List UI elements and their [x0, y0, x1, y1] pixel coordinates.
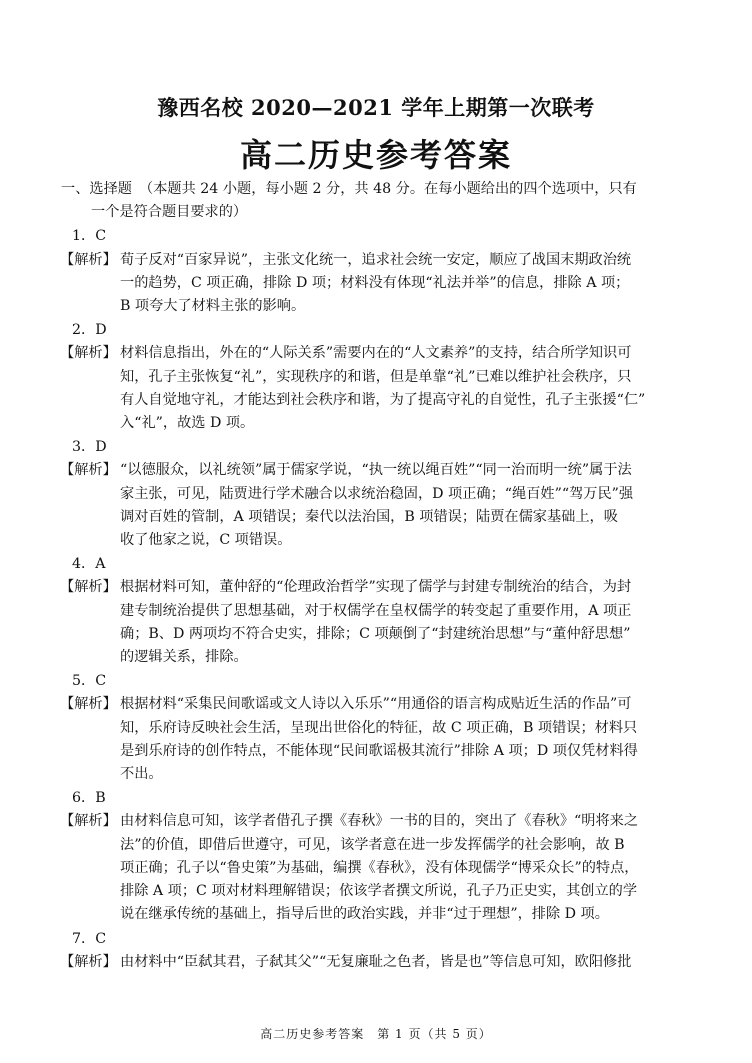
analysis-line: 说在继承传统的基础上，指导后世的政治实践，并非“过于理想”，排除 D 项。 [120, 906, 609, 923]
analysis-line: 收了他家之说，C 项错误。 [120, 532, 292, 549]
analysis-line: 项正确；孔子以“鲁史策”为基础，编撰《春秋》，没有体现儒学“博采众长”的特点， [120, 859, 639, 876]
question-list [60, 225, 692, 974]
analysis-text [120, 576, 692, 669]
analysis-line: 是到乐府诗的创作特点，不能体现“民间歌谣极其流行”排除 A 项；D 项仅凭材料得 [120, 742, 638, 759]
analysis-line: 知，乐府诗反映社会生活，呈现出世俗化的特征，故 C 项正确，B 项错误；材料只 [120, 719, 638, 736]
question-block [60, 553, 692, 669]
analysis-tag: 【解析】 [60, 696, 117, 713]
answer-key-title: 高二历史参考答案 [239, 136, 512, 174]
question-block [60, 319, 692, 435]
analysis [60, 693, 692, 786]
analysis [60, 576, 692, 669]
analysis-text [120, 693, 692, 786]
question-answer: 7．C [72, 930, 107, 947]
analysis-line: 确；B、D 两项均不符合史实，排除；C 项颠倒了“封建统治思想”与“董仲舒思想” [120, 625, 631, 642]
analysis-line: 家主张，可见，陆贾进行学术融合以求统治稳固，D 项正确；“绳百姓”“驾万民”强 [120, 485, 634, 502]
question-answer: 1．C [72, 228, 107, 245]
analysis-text [120, 810, 692, 926]
analysis-line: 知，孔子主张恢复“礼”，实现秩序的和谐，但是单靠“礼”已难以维护社会秩序，只 [120, 368, 632, 385]
question-answer: 4．A [72, 556, 106, 573]
analysis-line: 调对百姓的管制，A 项错误；秦代以法治国，B 项错误；陆贾在儒家基础上，吸 [120, 508, 618, 525]
analysis-text [120, 249, 692, 319]
analysis-tag: 【解析】 [60, 462, 117, 479]
analysis-line: 建专制统治提供了思想基础，对于权儒学在皇权儒学的转变起了重要作用，A 项正 [120, 602, 632, 619]
analysis-line: 根据材料“采集民间歌谣或文人诗以入乐乐”“用通俗的语言构成贴近生活的作品”可 [120, 696, 632, 713]
analysis [60, 342, 692, 435]
analysis-line: 不出。 [120, 766, 163, 783]
analysis [60, 249, 692, 319]
analysis-line: 有人自觉地守礼，才能达到社会秩序和谐，为了提高守礼的自觉性，孔子主张援“仁” [120, 391, 646, 408]
question-block [60, 436, 692, 552]
analysis-line: 入“礼”，故选 D 项。 [120, 415, 255, 432]
analysis-text [120, 342, 692, 435]
analysis-tag: 【解析】 [60, 345, 117, 362]
analysis-line: 荀子反对“百家异说”，主张文化统一，追求社会统一安定，顺应了战国末期政治统 [120, 251, 632, 268]
analysis-line: 由材料中“臣弑其君，子弑其父”“无复廉耻之色者，皆是也”等信息可知，欧阳修批 [120, 953, 632, 970]
analysis-line: 根据材料可知，董仲舒的“伦理政治哲学”实现了儒学与封建专制统治的结合，为封 [120, 579, 632, 596]
analysis [60, 459, 692, 552]
analysis-tag: 【解析】 [60, 813, 117, 830]
analysis-line: 一的趋势，C 项正确，排除 D 项；材料没有体现“礼法并举”的信息，排除 A 项； [120, 274, 630, 291]
question-answer: 6．B [72, 790, 106, 807]
analysis-line: “以德服众，以礼统领”属于儒家学说，“执一统以绳百姓”“同一治而明一统”属于法 [120, 462, 632, 479]
question-answer: 2．D [72, 322, 107, 339]
analysis-line: 法”的价值，即借后世遵守，可见，该学者意在进一步发挥儒学的社会影响，故 B [120, 836, 625, 853]
section-title-continued: 一个是符合题目要求的） [91, 204, 248, 221]
page-footer: 高二历史参考答案 第 1 页（共 5 页） [260, 1027, 492, 1041]
question-block [60, 225, 692, 318]
question-block [60, 787, 692, 926]
analysis-text [120, 459, 692, 552]
analysis-line: 的逻辑关系，排除。 [120, 649, 248, 666]
section-title: 一、选择题 （本题共 24 小题，每小题 2 分，共 48 分。在每小题给出的四个选项中，只有 [61, 181, 637, 197]
document-body [60, 178, 692, 974]
section-heading [61, 178, 692, 224]
analysis-tag: 【解析】 [60, 953, 117, 970]
analysis-tag: 【解析】 [60, 579, 117, 596]
analysis-line: B 项夸大了材料主张的影响。 [120, 298, 306, 315]
analysis [60, 951, 692, 974]
analysis-line: 排除 A 项；C 项对材料理解错误；依该学者撰文所说，孔子乃正史实，其创立的学 [120, 883, 638, 900]
exam-title: 豫西名校 2020—2021 学年上期第一次联考 [157, 95, 595, 120]
question-answer: 3．D [72, 439, 107, 456]
analysis-text [120, 951, 692, 974]
question-block [60, 670, 692, 786]
analysis [60, 810, 692, 926]
question-answer: 5．C [72, 673, 107, 690]
analysis-tag: 【解析】 [60, 251, 117, 268]
question-block [60, 928, 692, 974]
analysis-line: 材料信息指出，外在的“人际关系”需要内在的“人文素养”的支持，结合所学知识可 [120, 345, 632, 362]
analysis-line: 由材料信息可知，该学者借孔子撰《春秋》一书的目的，突出了《春秋》“明将来之 [120, 813, 639, 830]
